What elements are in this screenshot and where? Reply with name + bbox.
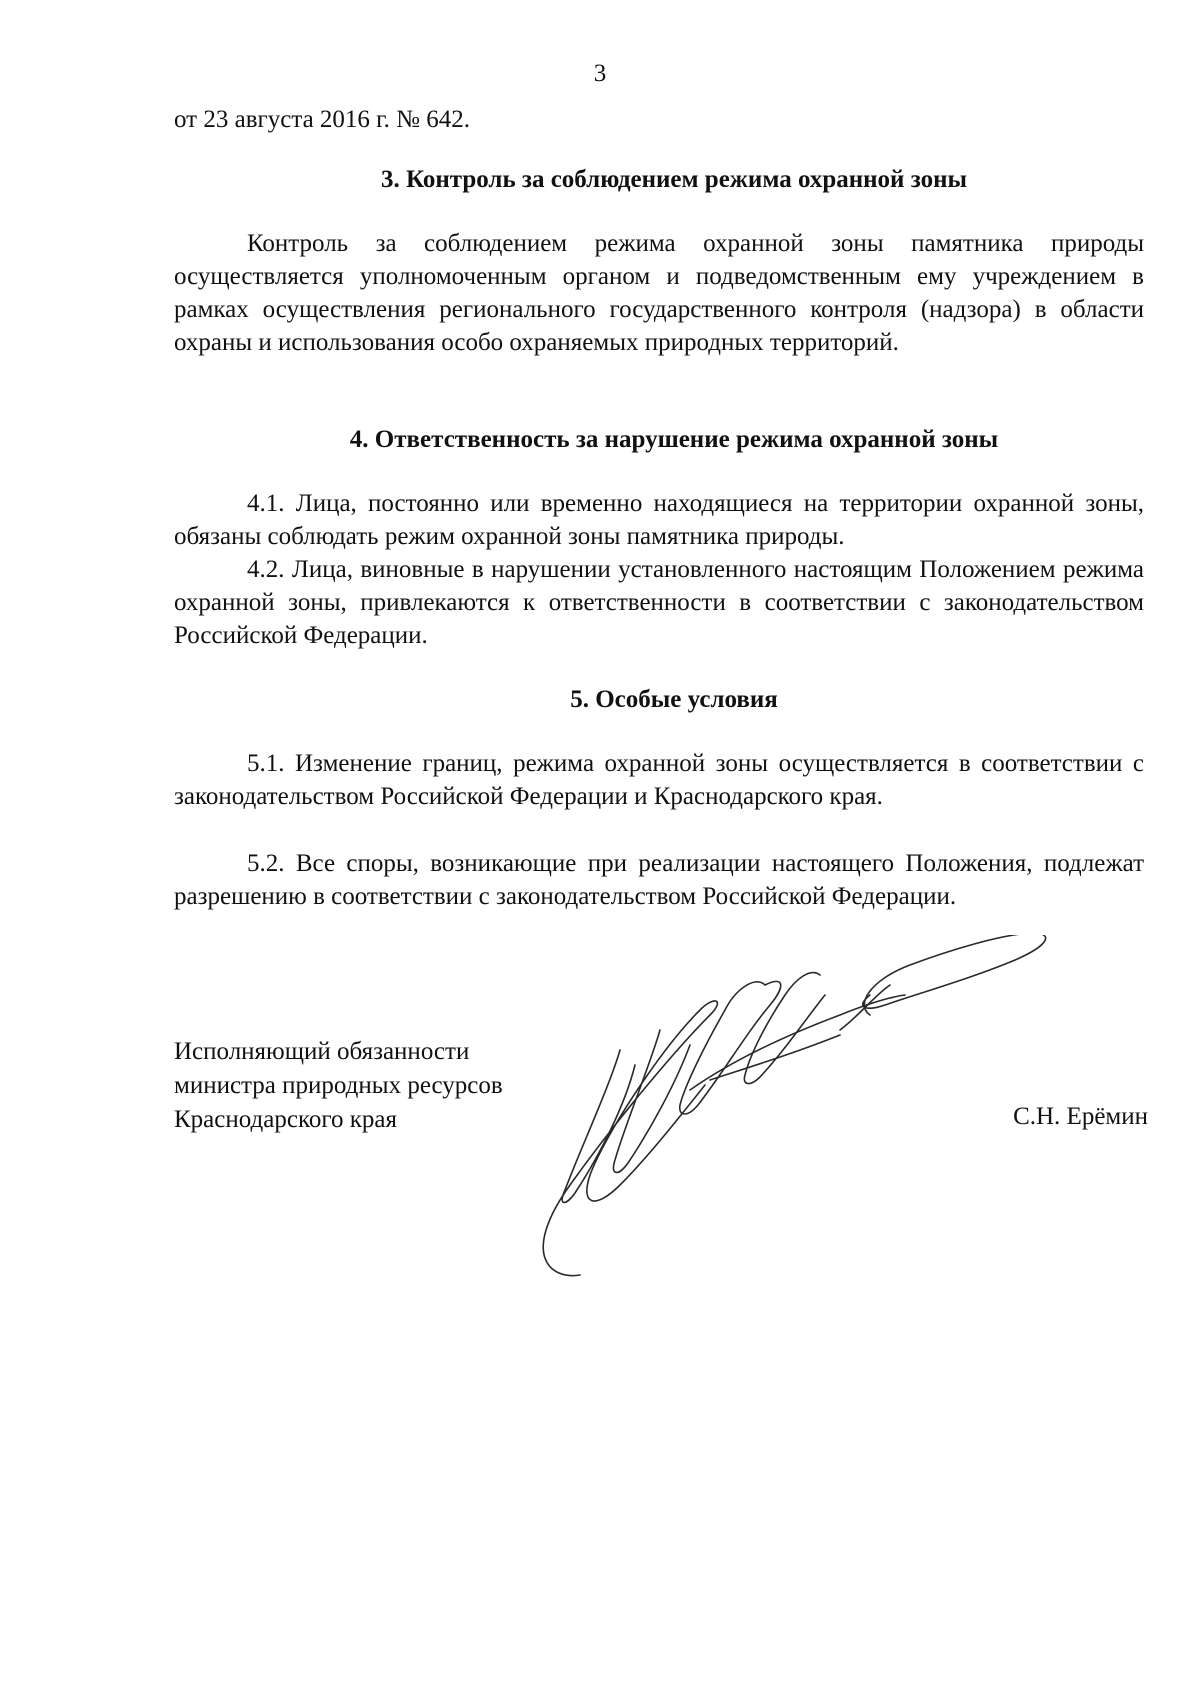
section-5-paragraph-2: 5.2. Все споры, возникающие при реализации настоящего Положения, подлежат разрешению в соответствии с законодательством Российской Федерации. [174, 850, 1144, 910]
section-4-paragraph-2: 4.2. Лица, виновные в нарушении установленного настоящим Положением режима охранной зоны, привлекаются к ответственности в соответствии с законодательством Российской Федерации. [174, 556, 1144, 649]
signatory-title-line-3: Краснодарского края [174, 1106, 397, 1133]
signatory-title [174, 1035, 503, 1137]
signer-name: С.Н. Ерёмин [1013, 1103, 1148, 1130]
document-reference: от 23 августа 2016 г. № 642. [174, 106, 470, 133]
section-4-paragraph-1: 4.1. Лица, постоянно или временно находящиеся на территории охранной зоны, обязаны соблюдать режим охранной зоны памятника природы. [174, 490, 1144, 550]
section-3-paragraph-1: Контроль за соблюдением режима охранной зоны памятника природы осуществляется уполномоченным органом и подведомственным ему учреждением в рамках осуществления регионального государственного контроля (надзора) в области охраны и использования особо охраняемых природных территорий. [174, 230, 1144, 356]
section-5-heading: 5. Особые условия [570, 686, 778, 713]
signatory-title-line-2: министра природных ресурсов [174, 1072, 503, 1099]
section-4-heading: 4. Ответственность за нарушение режима охранной зоны [349, 426, 999, 453]
signatory-title-line-1: Исполняющий обязанности [174, 1038, 470, 1065]
page-number: 3 [593, 60, 607, 87]
handwritten-signature [510, 935, 1100, 1285]
section-3-heading: 3. Контроль за соблюдением режима охранной зоны [380, 166, 968, 193]
section-5-paragraph-1: 5.1. Изменение границ, режима охранной зоны осуществляется в соответствии с законодательством Российской Федерации и Краснодарского края. [174, 750, 1144, 810]
